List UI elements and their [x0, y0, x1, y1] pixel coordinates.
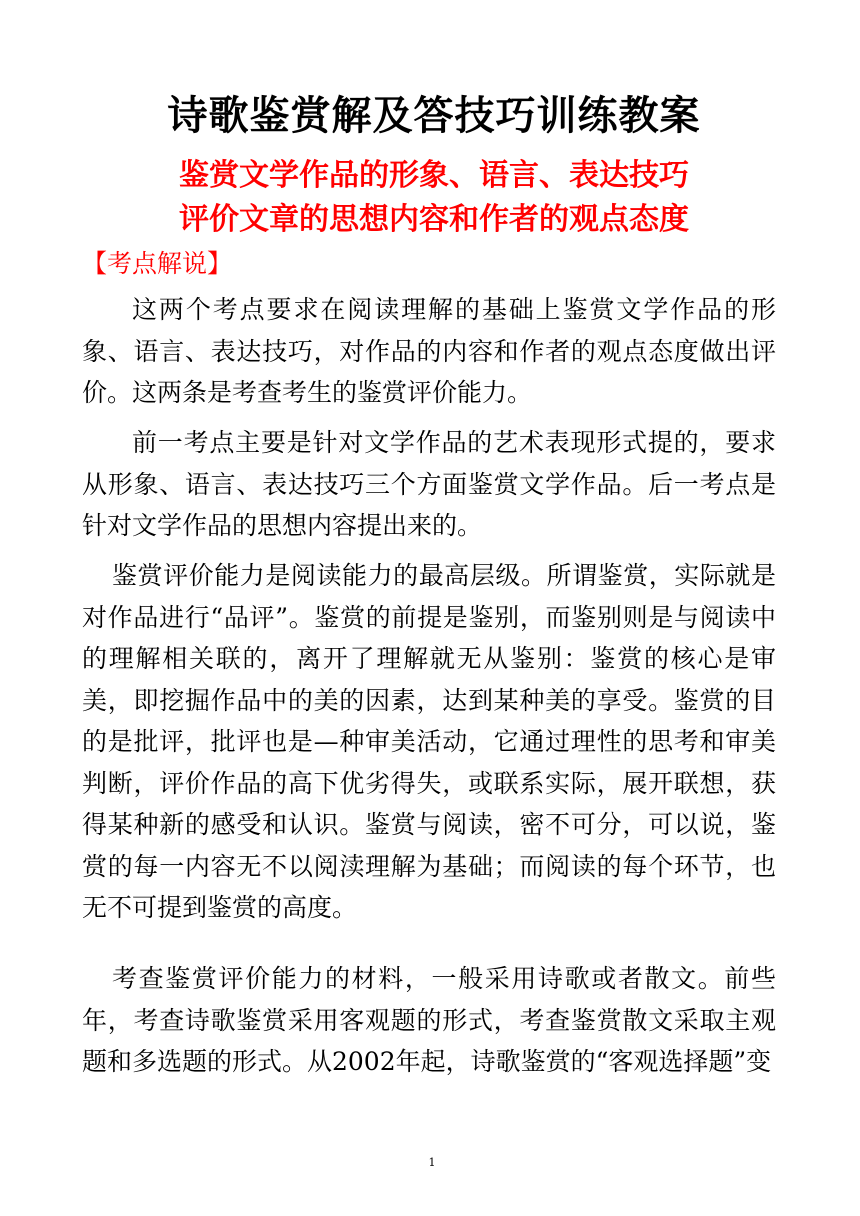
section-heading: 【考点解说】 — [82, 249, 233, 278]
paragraph-2: 前一考点主要是针对文学作品的艺术表现形式提的，要求从形象、语言、表达技巧三个方面鉴赏文学作品。后一考点是针对文学作品的思想内容提出来的。 — [82, 428, 776, 540]
subtitle-2: 评价文章的思想内容和作者的观点态度 — [179, 202, 689, 237]
paragraph-3: 鉴赏评价能力是阅读能力的最高层级。所谓鉴赏，实际就是对作品进行“品评”。鉴赏的前提是鉴别，而鉴别则是与阅读中的理解相关联的，离开了理解就无从鉴别：鉴赏的核心是审美，即挖掘作品中的美的因素，达到某种美的享受。鉴赏的目的是批评，批评也是—种审美活动，它通过理性的思考和审美判断，评价作品的高下优劣得失，或联系实际，展开联想，获得某种新的感受和认识。鉴赏与阅读，密不可分，可以说，鉴赏的每一内容无不以阅渎理解为基础；而阅读的每个环节，也无不可提到鉴赏的高度。 — [82, 561, 776, 922]
page-number: 1 — [428, 1156, 436, 1169]
document-title: 诗歌鉴赏解及答技巧训练教案 — [167, 92, 701, 139]
subtitle-1: 鉴赏文学作品的形象、语言、表达技巧 — [179, 158, 689, 193]
paragraph-1: 这两个考点要求在阅读理解的基础上鉴赏文学作品的形象、语言、表达技巧，对作品的内容和作者的观点态度做出评价。这两条是考查考生的鉴赏评价能力。 — [82, 295, 776, 407]
paragraph-4: 考查鉴赏评价能力的材料，一般采用诗歌或者散文。前些年，考查诗歌鉴赏采用客观题的形式，考查鉴赏散文采取主观题和多选题的形式。从2002年起，诗歌鉴赏的“客观选择题”变 — [82, 964, 776, 1076]
